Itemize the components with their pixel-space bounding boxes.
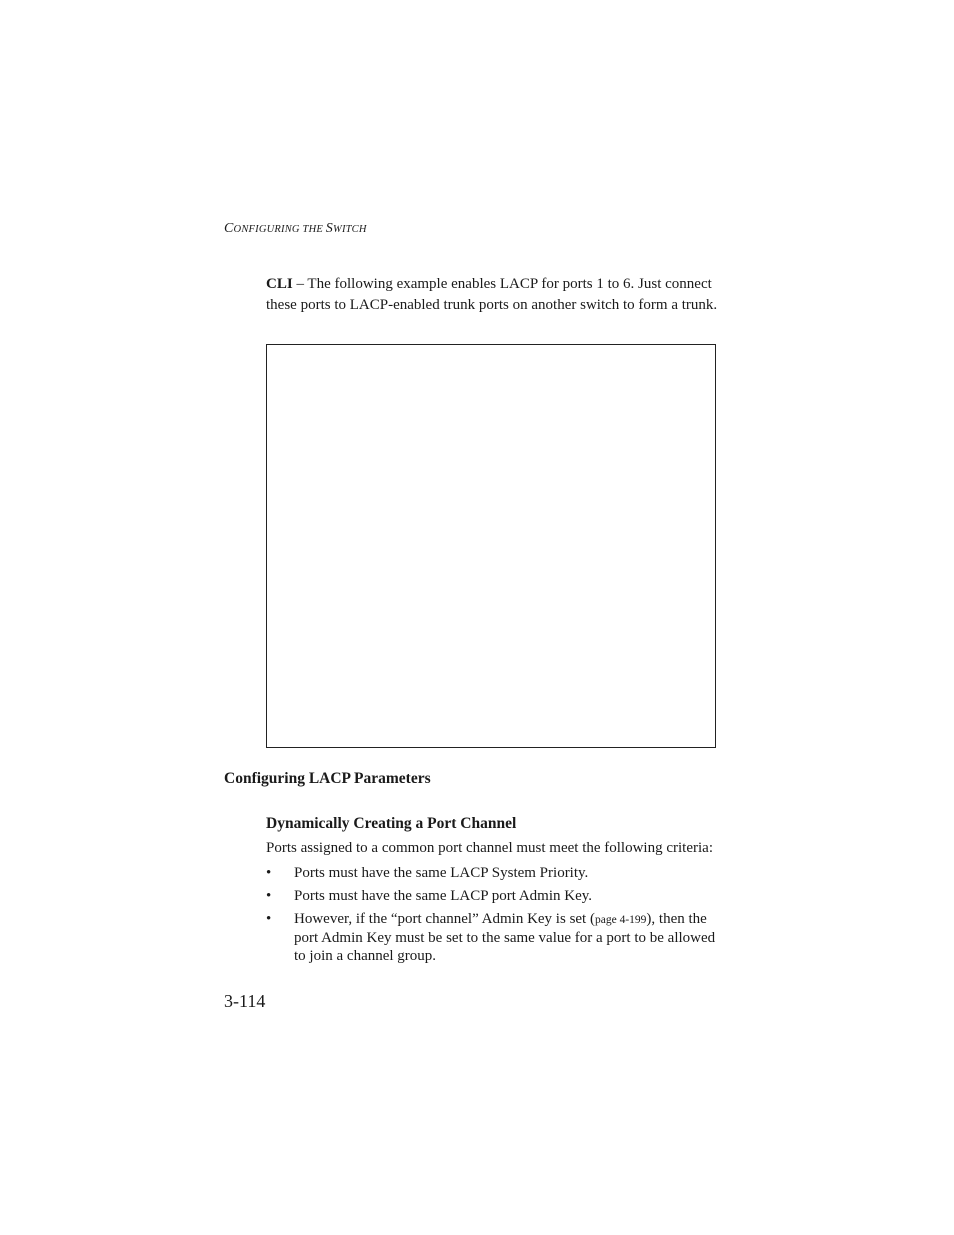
list-item xyxy=(266,910,726,965)
criteria-list xyxy=(266,864,726,970)
running-header-initial-c: C xyxy=(224,221,234,236)
list-item xyxy=(266,887,726,905)
criteria-paragraph: Ports assigned to a common port channel must meet the following criteria: xyxy=(266,840,713,856)
running-header-smallcaps-1: ONFIGURING THE xyxy=(233,224,326,235)
subsection-heading: Dynamically Creating a Port Channel xyxy=(266,815,517,832)
running-header xyxy=(224,221,367,237)
page-reference: page 4-199 xyxy=(594,914,647,926)
cli-intro-paragraph xyxy=(266,274,726,315)
list-item-text-before: However, if the “port channel” Admin Key is set ( xyxy=(294,911,595,927)
list-item-text: Ports must have the same LACP System Priority. xyxy=(294,865,589,881)
list-item xyxy=(266,864,726,882)
list-item-text: Ports must have the same LACP port Admin Key. xyxy=(294,888,593,904)
cli-example-box xyxy=(266,344,716,748)
bullet-marker: • xyxy=(266,911,272,927)
section-heading: Configuring LACP Parameters xyxy=(224,770,431,787)
bullet-marker: • xyxy=(266,865,272,881)
page-number: 3-114 xyxy=(224,991,266,1011)
cli-intro-text: – The following example enables LACP for ports 1 to 6. Just connect these ports to LACP-enabled trunk ports on another switch to form a trunk. xyxy=(266,276,718,313)
list-item-text-after: ), then the port Admin Key must be set to the same value for a port to be allowed to join a channel group. xyxy=(294,911,716,964)
cli-label: CLI xyxy=(266,276,293,292)
running-header-smallcaps-2: WITCH xyxy=(333,224,367,235)
bullet-marker: • xyxy=(266,888,272,904)
running-header-initial-s: S xyxy=(325,221,333,236)
